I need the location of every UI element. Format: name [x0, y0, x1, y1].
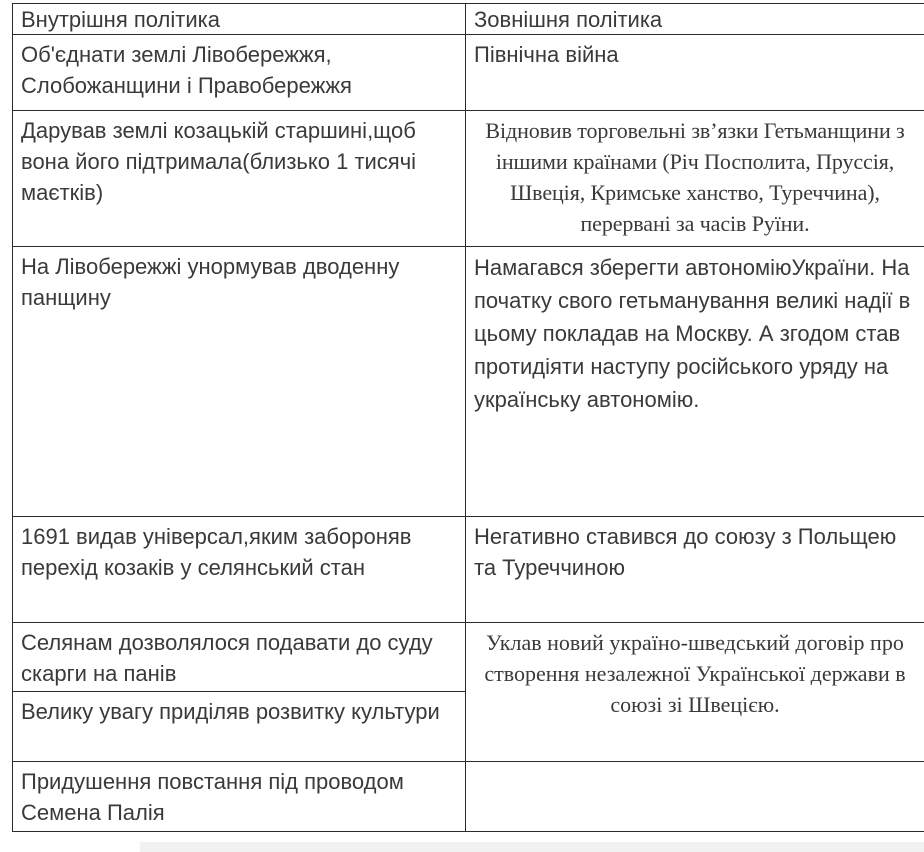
table-row	[13, 111, 924, 247]
table-row	[13, 247, 924, 517]
internal-cell: Придушення повстання під проводом Семена Палія	[13, 762, 466, 832]
table-row	[13, 762, 924, 832]
external-cell-empty	[466, 762, 924, 832]
internal-cell: Дарував землі козацькій старшині,щоб вона його підтримала(близько 1 тисячі маєтків)	[13, 111, 466, 247]
internal-cell: Велику увагу приділяв розвитку культури	[13, 692, 466, 762]
header-external-policy: Зовнішня політика	[466, 4, 924, 35]
external-cell: Північна війна	[466, 35, 924, 111]
internal-cell: На Лівобережжі унормував дводенну панщину	[13, 247, 466, 517]
header-internal-policy: Внутрішня політика	[13, 4, 466, 35]
table-row	[13, 35, 924, 111]
external-cell: Намагався зберегти автономіюУкраїни. На початку свого гетьманування великі надії в цьому покладав на Москву. А згодом став протидіяти наступу російського уряду на українську автономію.	[466, 247, 924, 517]
table-row	[13, 623, 924, 692]
external-cell: Негативно ставився до союзу з Польщею та Туреччиною	[466, 517, 924, 623]
internal-cell: Селянам дозволялося подавати до суду скарги на панів	[13, 623, 466, 692]
external-cell: Уклав новий україно-шведський договір про створення незалежної Української держави в союзі зі Швецією.	[466, 623, 924, 762]
internal-cell: Об'єднати землі Лівобережжя, Слобожанщини і Правобережжя	[13, 35, 466, 111]
table-row	[13, 517, 924, 623]
bottom-scroll-strip	[140, 842, 924, 852]
table-header-row	[13, 4, 924, 35]
internal-cell: 1691 видав універсал,яким забороняв перехід козаків у селянський стан	[13, 517, 466, 623]
policy-table	[12, 3, 924, 832]
external-cell: Відновив торговельні зв’язки Гетьманщини з іншими країнами (Річ Посполита, Пруссія, Швеція, Кримське ханство, Туреччина), перервані за часів Руїни.	[466, 111, 924, 247]
